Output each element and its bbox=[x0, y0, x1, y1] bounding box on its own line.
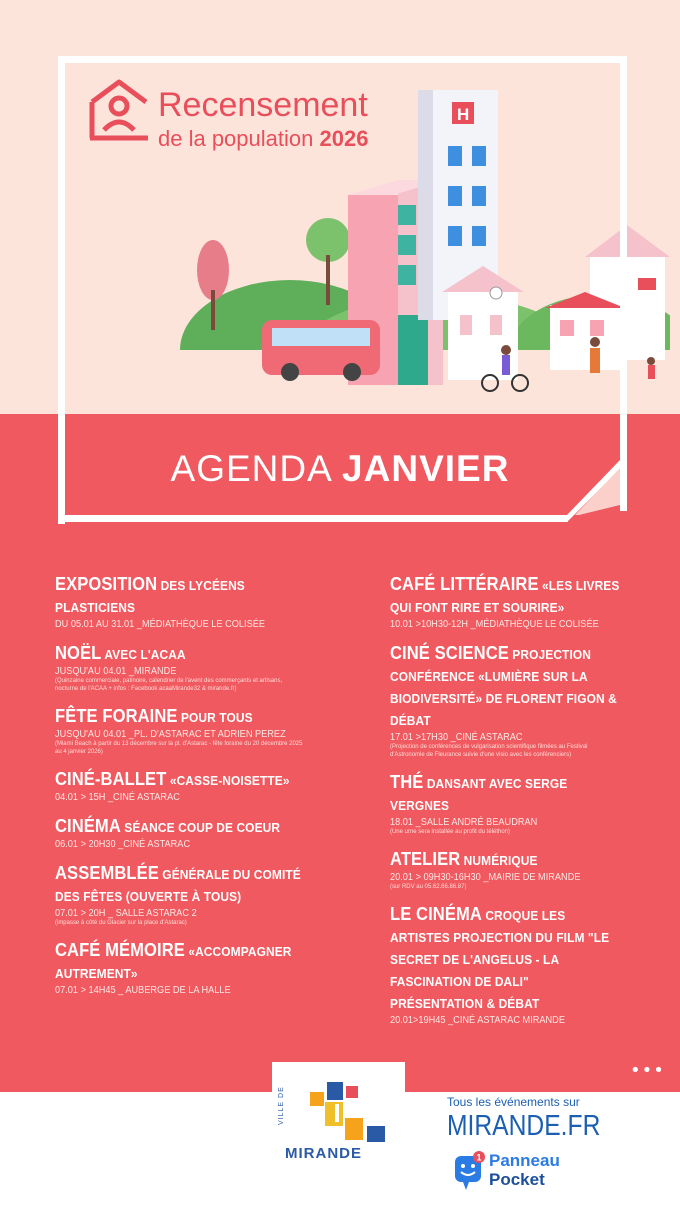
event-title bbox=[55, 573, 303, 619]
event-title-rest: «LES LIVRES QUI FONT RIRE ET SOURIRE» bbox=[390, 578, 620, 615]
event-note: (Une urne sera installée au profit du téléthon) bbox=[390, 828, 511, 835]
event-item bbox=[55, 642, 325, 693]
logo-year: 2026 bbox=[319, 126, 369, 151]
event-item bbox=[390, 771, 640, 836]
event-item bbox=[390, 848, 640, 891]
event-title bbox=[390, 642, 620, 732]
all-events-label: Tous les événements sur bbox=[447, 1095, 580, 1109]
event-title-main: CAFÉ LITTÉRAIRE bbox=[390, 574, 539, 594]
event-title-main: THÉ bbox=[390, 772, 424, 792]
pocket-label: Pocket bbox=[489, 1170, 545, 1189]
child-body bbox=[648, 365, 655, 379]
event-note: (Miami Beach à partir du 13 décembre sur la pl. d'Astarac - fête foraine du 20 décembre 2025 au 4 janvier 2026) bbox=[55, 740, 303, 755]
flag bbox=[638, 278, 656, 290]
event-date: 20.01>19H45 _CINÉ ASTARAC MIRANDE bbox=[390, 1015, 565, 1026]
event-date: 06.01 > 20H30 _CINÉ ASTARAC bbox=[55, 839, 191, 850]
event-title-rest: PROJECTION CONFÉRENCE «LUMIÈRE SUR LA BIODIVERSITÉ» DE FLORENT FIGON & DÉBAT bbox=[390, 647, 617, 728]
event-date: JUSQU'AU 04.01 _MIRANDE bbox=[55, 666, 177, 677]
event-date: 17.01 >17H30 _CINÉ ASTARAC bbox=[390, 732, 523, 743]
notification-badge: 1 bbox=[476, 1152, 482, 1163]
agenda-month: JANVIER bbox=[342, 448, 510, 489]
event-title-main: EXPOSITION bbox=[55, 574, 158, 594]
event-date: 20.01 > 09H30-16H30 _MAIRIE DE MIRANDE bbox=[390, 872, 581, 883]
event-title-main: FÊTE FORAINE bbox=[55, 706, 178, 726]
event-title bbox=[390, 573, 620, 619]
event-note: (Quinzaine commerciale, patinoire, calendrier de l'avent des commerçants et artisans, nocturne de l'ACAA + infos : Facebook acaaMirande32 & mirande.fr) bbox=[55, 677, 283, 692]
event-title-main: NOËL bbox=[55, 643, 102, 663]
frame-bottom bbox=[58, 515, 568, 522]
ville-de-label: VILLE DE bbox=[278, 1086, 285, 1125]
agenda-word: AGENDA bbox=[170, 448, 331, 489]
event-title-rest: SÉANCE COUP DE COEUR bbox=[120, 820, 281, 835]
event-title-main: ATELIER bbox=[390, 849, 461, 869]
logo-subtitle bbox=[158, 126, 368, 152]
event-item bbox=[55, 815, 325, 850]
logo-title: Recensement bbox=[158, 86, 368, 124]
event-note: (Projection de conférences de vulgarisation scientifique filmées au Festival d'Astronomie de Fleurance suivie d'une visio avec les conférenciers) bbox=[390, 743, 588, 758]
event-item bbox=[55, 862, 325, 927]
event-title bbox=[390, 848, 620, 872]
event-title-main: CINÉMA bbox=[55, 816, 121, 836]
event-title-rest: GÉNÉRALE DU COMITÉ DES FÊTES (OUVERTE À TOUS) bbox=[55, 867, 301, 904]
event-note: (impasse à côté du Glacier sur la place d'Astarac) bbox=[55, 919, 187, 926]
website-link[interactable]: MIRANDE.FR bbox=[447, 1110, 601, 1142]
more-dots-icon: ••• bbox=[630, 1060, 665, 1081]
event-date: 10.01 >10H30-12H _MÉDIATHÈQUE LE COLISÉE bbox=[390, 619, 599, 630]
event-title bbox=[55, 705, 303, 729]
child-head bbox=[647, 357, 655, 365]
event-date: 07.01 > 20H _ SALLE ASTARAC 2 bbox=[55, 908, 197, 919]
event-title bbox=[55, 768, 303, 792]
event-note: (sur RDV au 05.62.66.86.87) bbox=[390, 883, 467, 890]
event-title-rest: POUR TOUS bbox=[177, 710, 253, 725]
event-title bbox=[55, 862, 303, 908]
agenda-heading bbox=[0, 448, 680, 490]
event-title-main: ASSEMBLÉE bbox=[55, 863, 159, 883]
logo-sub-prefix: de la population bbox=[158, 126, 314, 151]
event-title-rest: DANSANT AVEC SERGE VERGNES bbox=[390, 776, 568, 813]
panneau-label: Panneau bbox=[489, 1151, 560, 1170]
event-title-rest: «ACCOMPAGNER AUTREMENT» bbox=[55, 944, 292, 981]
census-logo-icon bbox=[86, 78, 152, 144]
event-item bbox=[55, 573, 325, 630]
event-item bbox=[55, 939, 325, 996]
mirande-logo-icon bbox=[305, 1080, 395, 1145]
event-title-main: CINÉ SCIENCE bbox=[390, 643, 509, 663]
event-title bbox=[55, 642, 303, 666]
event-date: 04.01 > 15H _CINÉ ASTARAC bbox=[55, 792, 180, 803]
event-title-rest: AVEC L'ACAA bbox=[101, 647, 186, 662]
event-item bbox=[390, 642, 640, 759]
event-title-main: CAFÉ MÉMOIRE bbox=[55, 940, 185, 960]
mirande-label: MIRANDE bbox=[285, 1145, 362, 1162]
event-item bbox=[55, 768, 325, 803]
event-title bbox=[390, 903, 620, 1015]
event-date: 18.01 _SALLE ANDRÉ BEAUDRAN bbox=[390, 817, 538, 828]
event-item bbox=[390, 573, 640, 630]
event-item bbox=[55, 705, 325, 756]
event-title bbox=[390, 771, 620, 817]
events-left-column bbox=[55, 573, 325, 1008]
event-title-rest: DES LYCÉENS PLASTICIENS bbox=[55, 578, 245, 615]
event-date: JUSQU'AU 04.01 _PL. D'ASTARAC ET ADRIEN PEREZ bbox=[55, 729, 286, 740]
event-title-rest: «CASSE-NOISETTE» bbox=[166, 773, 290, 788]
event-title bbox=[55, 815, 303, 839]
event-title bbox=[55, 939, 303, 985]
events-right-column bbox=[390, 573, 640, 1038]
event-title-rest: CROQUE LES ARTISTES PROJECTION DU FILM "LE SECRET DE L'ANGELUS - LA FASCINATION DE DALI" PRÉSENTATION & DÉBAT bbox=[390, 908, 610, 1011]
frame-right bbox=[620, 56, 627, 511]
hospital-sign: H bbox=[457, 105, 470, 124]
event-date: DU 05.01 AU 31.01 _MÉDIATHÈQUE LE COLISÉE bbox=[55, 619, 265, 630]
event-title-main: LE CINÉMA bbox=[390, 904, 482, 924]
event-title-rest: NUMÉRIQUE bbox=[460, 853, 538, 868]
event-item bbox=[390, 903, 640, 1026]
event-date: 07.01 > 14H45 _ AUBERGE DE LA HALLE bbox=[55, 985, 231, 996]
event-title-main: CINÉ-BALLET bbox=[55, 769, 167, 789]
panneau-pocket-icon bbox=[453, 1150, 487, 1196]
